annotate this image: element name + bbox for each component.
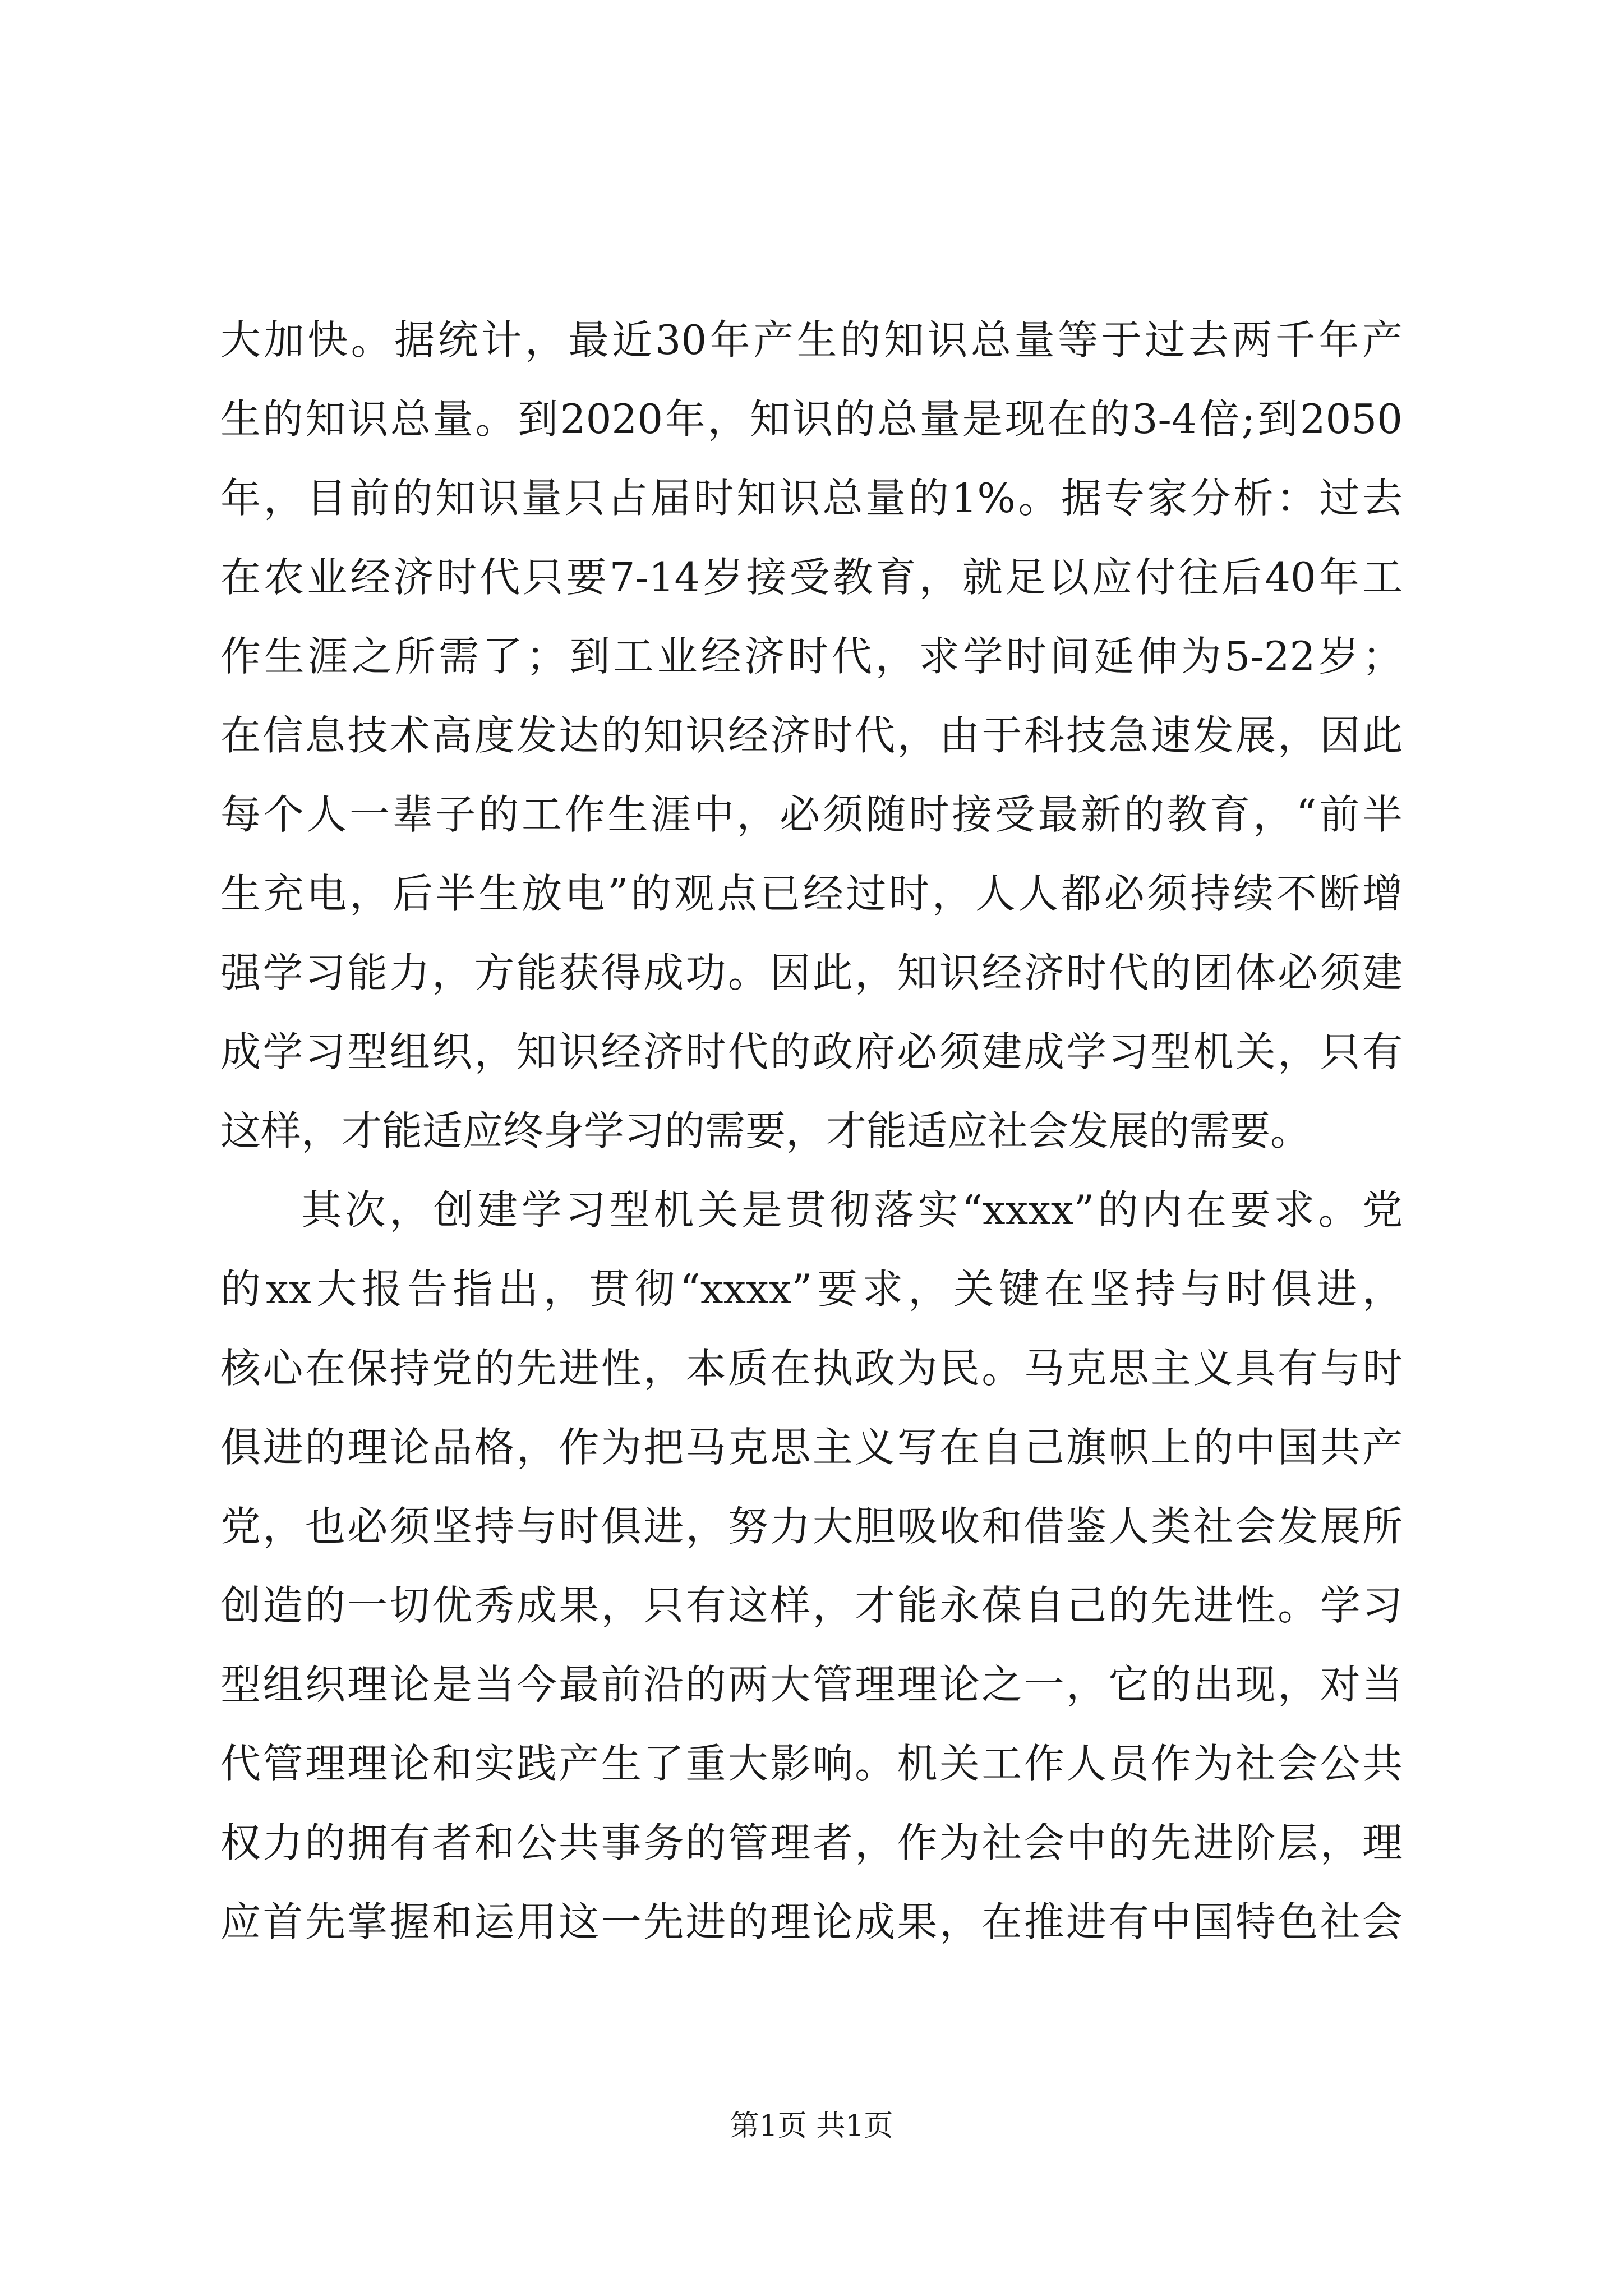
page-footer: 第1页 共1页 (730, 2109, 893, 2143)
text-line: 俱进的理论品格，作为把马克思主义写在自己旗帜上的中国共产 (220, 1424, 1403, 1471)
text-line: 核心在保持党的先进性，本质在执政为民。马克思主义具有与时 (220, 1345, 1403, 1392)
text-line: 的xx大报告指出，贯彻“xxxx”要求，关键在坚持与时俱进， (220, 1266, 1403, 1313)
text-line: 作生涯之所需了；到工业经济时代，求学时间延伸为5-22岁； (220, 633, 1403, 680)
text-line: 强学习能力，方能获得成功。因此，知识经济时代的团体必须建 (220, 949, 1403, 996)
body-text (220, 301, 1403, 1962)
text-line: 代管理理论和实践产生了重大影响。机关工作人员作为社会公共 (220, 1740, 1403, 1787)
text-line: 年，目前的知识量只占届时知识总量的1%。据专家分析：过去 (220, 475, 1403, 522)
text-line: 在农业经济时代只要7-14岁接受教育，就足以应付往后40年工 (220, 554, 1403, 601)
text-line: 大加快。据统计，最近30年产生的知识总量等于过去两千年产 (220, 316, 1403, 364)
text-line: 创造的一切优秀成果，只有这样，才能永葆自己的先进性。学习 (220, 1582, 1403, 1629)
text-line: 应首先掌握和运用这一先进的理论成果，在推进有中国特色社会 (220, 1898, 1403, 1945)
text-line: 这样，才能适应终身学习的需要，才能适应社会发展的需要。 (220, 1107, 1311, 1154)
text-line: 在信息技术高度发达的知识经济时代，由于科技急速发展，因此 (220, 712, 1403, 759)
text-line: 党，也必须坚持与时俱进，努力大胆吸收和借鉴人类社会发展所 (220, 1503, 1403, 1550)
text-line: 型组织理论是当今最前沿的两大管理理论之一，它的出现，对当 (220, 1661, 1403, 1708)
text-line: 其次，创建学习型机关是贯彻落实“xxxx”的内在要求。党 (301, 1186, 1403, 1234)
text-line: 生的知识总量。到2020年，知识的总量是现在的3-4倍;到2050 (220, 395, 1403, 443)
text-line: 每个人一辈子的工作生涯中，必须随时接受最新的教育，“前半 (220, 791, 1403, 838)
text-line: 权力的拥有者和公共事务的管理者，作为社会中的先进阶层，理 (220, 1819, 1403, 1866)
text-line: 生充电，后半生放电”的观点已经过时，人人都必须持续不断增 (220, 870, 1403, 917)
text-line: 成学习型组织，知识经济时代的政府必须建成学习型机关，只有 (220, 1028, 1403, 1075)
